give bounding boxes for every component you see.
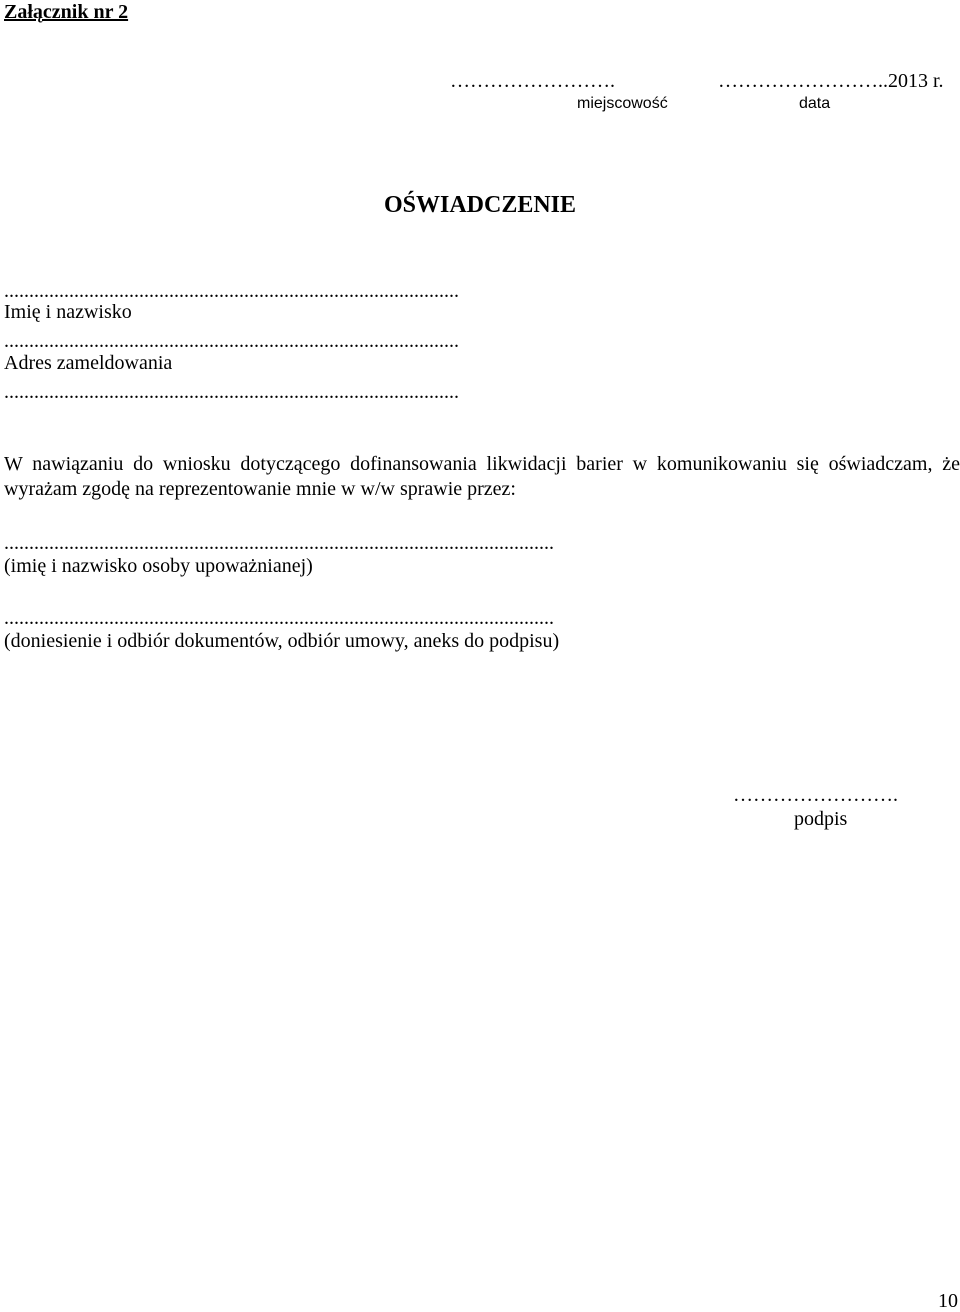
address-fill-line: ........................................................................................... xyxy=(4,330,459,352)
date-caption: data xyxy=(799,95,831,112)
document-title: OŚWIADCZENIE xyxy=(383,192,577,218)
attachment-label: Załącznik nr 2 xyxy=(4,1,129,23)
name-label: Imię i nazwisko xyxy=(4,301,132,323)
proxy-fill-line: .............................................................................................................. xyxy=(4,532,554,554)
signature-caption: podpis xyxy=(794,808,848,830)
place-fill-line: ……………………. xyxy=(450,70,615,92)
signature-fill-line: ……………………. xyxy=(733,784,898,806)
extra-fill-line: ........................................................................................... xyxy=(4,381,459,403)
address-label: Adres zameldowania xyxy=(4,352,173,374)
date-fill-line: ……………………..2013 r. xyxy=(718,70,944,92)
page-number: 10 xyxy=(938,1290,958,1312)
place-caption: miejscowość xyxy=(577,95,668,112)
name-fill-line: ........................................................................................... xyxy=(4,280,459,302)
scope-label: (doniesienie i odbiór dokumentów, odbiór umowy, aneks do podpisu) xyxy=(4,630,560,652)
proxy-label: (imię i nazwisko osoby upoważnianej) xyxy=(4,555,313,577)
scope-fill-line: .............................................................................................................. xyxy=(4,607,554,629)
declaration-paragraph: W nawiązaniu do wniosku dotyczącego dofinansowania likwidacji barier w komunikowaniu się oświadczam, że wyrażam zgodę na reprezentowanie mnie w w/w sprawie przez: xyxy=(4,453,960,500)
